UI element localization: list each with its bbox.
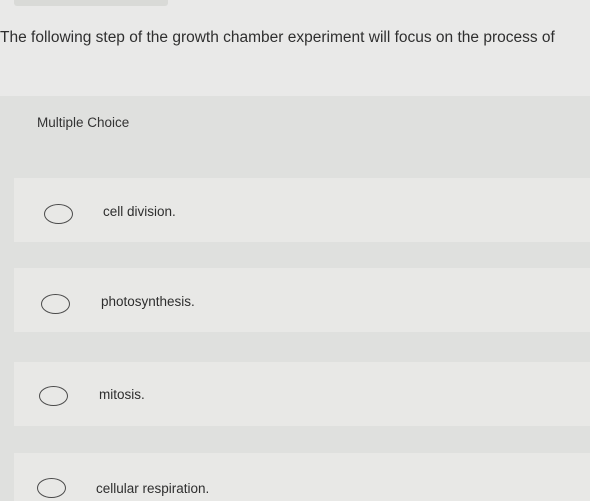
question-type-label: Multiple Choice: [37, 115, 130, 130]
answer-option-cell-division[interactable]: [14, 178, 590, 242]
answer-option-mitosis[interactable]: [14, 362, 590, 426]
answer-option-label: cellular respiration.: [96, 481, 210, 496]
radio-button-icon[interactable]: [41, 294, 70, 314]
answer-option-label: mitosis.: [99, 387, 145, 402]
question-text: The following step of the growth chamber experiment will focus on the process of: [0, 29, 555, 46]
radio-button-icon[interactable]: [44, 204, 73, 224]
answer-option-label: cell division.: [103, 204, 176, 219]
radio-button-icon[interactable]: [37, 478, 66, 498]
answer-option-photosynthesis[interactable]: [14, 268, 590, 332]
answer-option-cellular-respiration[interactable]: [14, 453, 590, 501]
answer-option-label: photosynthesis.: [101, 294, 195, 309]
radio-button-icon[interactable]: [39, 386, 68, 406]
